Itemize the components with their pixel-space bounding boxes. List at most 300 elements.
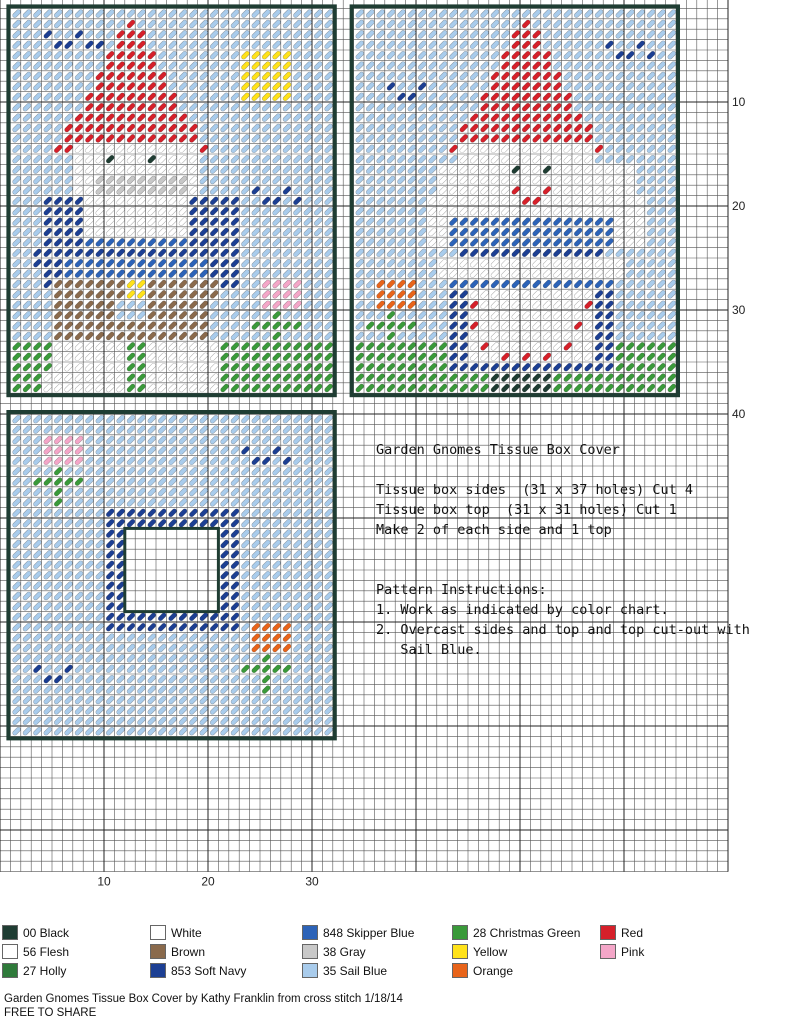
stitch xyxy=(251,123,261,133)
stitch xyxy=(95,321,105,331)
stitch xyxy=(490,175,500,185)
stitch xyxy=(521,238,531,248)
stitch xyxy=(261,342,271,352)
stitch xyxy=(22,186,32,196)
stitch xyxy=(397,82,407,92)
stitch xyxy=(615,362,625,372)
stitch xyxy=(189,290,199,300)
stitch xyxy=(64,154,74,164)
stitch xyxy=(625,206,635,216)
stitch xyxy=(542,238,552,248)
stitch xyxy=(241,591,251,601)
stitch xyxy=(293,279,303,289)
stitch xyxy=(397,373,407,383)
stitch xyxy=(293,331,303,341)
stitch xyxy=(241,373,251,383)
stitch xyxy=(469,50,479,60)
stitch xyxy=(168,154,178,164)
stitch xyxy=(199,269,209,279)
stitch xyxy=(376,175,386,185)
stitch xyxy=(251,9,261,19)
stitch xyxy=(594,30,604,40)
stitch xyxy=(209,206,219,216)
stitch xyxy=(625,196,635,206)
stitch xyxy=(209,71,219,81)
stitch xyxy=(199,362,209,372)
stitch xyxy=(615,269,625,279)
stitch xyxy=(220,466,230,476)
stitch xyxy=(480,362,490,372)
legend-item xyxy=(150,924,202,940)
stitch xyxy=(584,269,594,279)
stitch xyxy=(43,61,53,71)
stitch xyxy=(646,373,656,383)
stitch xyxy=(33,414,43,424)
stitch xyxy=(261,186,271,196)
stitch xyxy=(407,154,417,164)
stitch xyxy=(573,30,583,40)
stitch xyxy=(459,144,469,154)
stitch xyxy=(521,362,531,372)
stitch xyxy=(303,591,313,601)
stitch xyxy=(355,248,365,258)
stitch xyxy=(532,269,542,279)
stitch xyxy=(85,113,95,123)
stitch xyxy=(615,30,625,40)
stitch xyxy=(313,435,323,445)
stitch xyxy=(428,61,438,71)
stitch xyxy=(272,30,282,40)
right-tick-label: 20 xyxy=(732,199,746,213)
stitch xyxy=(116,217,126,227)
stitch xyxy=(282,612,292,622)
stitch xyxy=(667,40,677,50)
stitch xyxy=(355,61,365,71)
stitch xyxy=(85,82,95,92)
stitch xyxy=(64,414,74,424)
stitch xyxy=(230,550,240,560)
stitch xyxy=(272,591,282,601)
stitch xyxy=(272,695,282,705)
stitch xyxy=(199,706,209,716)
stitch xyxy=(459,321,469,331)
stitch xyxy=(12,643,22,653)
stitch xyxy=(386,258,396,268)
stitch xyxy=(428,248,438,258)
stitch xyxy=(199,92,209,102)
stitch xyxy=(230,581,240,591)
stitch xyxy=(553,238,563,248)
stitch xyxy=(480,82,490,92)
stitch xyxy=(646,227,656,237)
stitch xyxy=(553,331,563,341)
stitch xyxy=(199,165,209,175)
stitch xyxy=(303,217,313,227)
stitch xyxy=(625,331,635,341)
stitch xyxy=(521,196,531,206)
stitch xyxy=(116,19,126,29)
stitch xyxy=(542,373,552,383)
stitch xyxy=(605,238,615,248)
stitch xyxy=(74,550,84,560)
stitch xyxy=(220,102,230,112)
stitch xyxy=(428,331,438,341)
stitch xyxy=(428,383,438,393)
stitch xyxy=(147,92,157,102)
stitch xyxy=(74,446,84,456)
stitch xyxy=(324,435,334,445)
stitch xyxy=(241,456,251,466)
stitch xyxy=(64,362,74,372)
stitch xyxy=(449,321,459,331)
stitch xyxy=(313,643,323,653)
legend-label: 00 Black xyxy=(23,925,70,940)
legend-label: 35 Sail Blue xyxy=(323,963,388,978)
stitch xyxy=(646,71,656,81)
stitch xyxy=(553,123,563,133)
stitch xyxy=(53,71,63,81)
stitch xyxy=(137,196,147,206)
stitch xyxy=(625,269,635,279)
stitch xyxy=(33,92,43,102)
stitch xyxy=(657,383,667,393)
stitch xyxy=(105,383,115,393)
stitch xyxy=(126,61,136,71)
stitch xyxy=(157,40,167,50)
stitch xyxy=(615,227,625,237)
stitch xyxy=(553,248,563,258)
stitch xyxy=(605,362,615,372)
stitch xyxy=(261,175,271,185)
stitch xyxy=(459,92,469,102)
stitch xyxy=(126,50,136,60)
stitch xyxy=(230,40,240,50)
stitch xyxy=(407,165,417,175)
stitch xyxy=(22,165,32,175)
stitch xyxy=(22,217,32,227)
stitch xyxy=(386,19,396,29)
stitch xyxy=(646,196,656,206)
stitch xyxy=(615,102,625,112)
stitch xyxy=(272,446,282,456)
footer xyxy=(4,992,403,1020)
stitch xyxy=(293,602,303,612)
stitch xyxy=(251,175,261,185)
stitch xyxy=(407,113,417,123)
stitch xyxy=(33,612,43,622)
stitch xyxy=(230,123,240,133)
stitch xyxy=(241,82,251,92)
stitch xyxy=(251,487,261,497)
stitch xyxy=(105,425,115,435)
stitch xyxy=(95,92,105,102)
stitch xyxy=(282,664,292,674)
stitch xyxy=(313,674,323,684)
stitch xyxy=(157,300,167,310)
stitch xyxy=(178,446,188,456)
stitch xyxy=(542,217,552,227)
stitch xyxy=(313,456,323,466)
stitch xyxy=(33,685,43,695)
stitch xyxy=(168,508,178,518)
stitch xyxy=(386,123,396,133)
stitch xyxy=(85,40,95,50)
stitch xyxy=(251,695,261,705)
stitch xyxy=(303,466,313,476)
stitch xyxy=(241,144,251,154)
stitch xyxy=(511,300,521,310)
stitch xyxy=(355,175,365,185)
stitch xyxy=(105,342,115,352)
stitch xyxy=(532,206,542,216)
stitch xyxy=(667,123,677,133)
stitch xyxy=(293,643,303,653)
stitch xyxy=(469,342,479,352)
stitch xyxy=(490,113,500,123)
stitch xyxy=(282,258,292,268)
stitch xyxy=(126,695,136,705)
stitch xyxy=(74,113,84,123)
stitch xyxy=(178,466,188,476)
stitch xyxy=(573,248,583,258)
stitch xyxy=(553,30,563,40)
stitch xyxy=(22,674,32,684)
stitch xyxy=(646,352,656,362)
stitch xyxy=(178,425,188,435)
stitch xyxy=(282,518,292,528)
stitch xyxy=(230,373,240,383)
stitch xyxy=(137,290,147,300)
stitch xyxy=(594,196,604,206)
stitch xyxy=(667,227,677,237)
stitch xyxy=(105,217,115,227)
stitch xyxy=(105,321,115,331)
stitch xyxy=(116,435,126,445)
stitch xyxy=(417,154,427,164)
stitch xyxy=(282,331,292,341)
stitch xyxy=(407,321,417,331)
stitch xyxy=(12,61,22,71)
stitch xyxy=(563,30,573,40)
stitch xyxy=(251,279,261,289)
stitch xyxy=(397,134,407,144)
stitch xyxy=(53,602,63,612)
stitch xyxy=(272,352,282,362)
legend-swatch xyxy=(2,963,18,978)
stitch xyxy=(261,9,271,19)
stitch xyxy=(438,206,448,216)
stitch xyxy=(293,9,303,19)
stitch xyxy=(365,9,375,19)
stitch xyxy=(157,362,167,372)
stitch xyxy=(324,643,334,653)
stitch xyxy=(33,581,43,591)
stitch xyxy=(178,622,188,632)
stitch xyxy=(116,373,126,383)
stitch xyxy=(667,30,677,40)
stitch xyxy=(573,290,583,300)
stitch xyxy=(324,217,334,227)
stitch xyxy=(189,425,199,435)
stitch xyxy=(105,716,115,726)
stitch xyxy=(64,466,74,476)
stitch xyxy=(365,383,375,393)
stitch xyxy=(33,321,43,331)
stitch xyxy=(594,92,604,102)
stitch xyxy=(417,196,427,206)
stitch xyxy=(313,550,323,560)
stitch xyxy=(511,186,521,196)
stitch xyxy=(137,300,147,310)
stitch xyxy=(33,383,43,393)
stitch xyxy=(293,113,303,123)
stitch xyxy=(417,373,427,383)
stitch xyxy=(105,50,115,60)
stitch xyxy=(95,331,105,341)
stitch xyxy=(303,654,313,664)
stitch xyxy=(282,654,292,664)
stitch xyxy=(95,9,105,19)
stitch xyxy=(376,248,386,258)
stitch xyxy=(636,144,646,154)
stitch xyxy=(324,258,334,268)
stitch xyxy=(147,102,157,112)
stitch xyxy=(293,269,303,279)
stitch xyxy=(605,373,615,383)
stitch xyxy=(542,186,552,196)
stitch xyxy=(303,71,313,81)
stitch xyxy=(636,82,646,92)
stitch xyxy=(324,622,334,632)
stitch xyxy=(95,290,105,300)
stitch xyxy=(241,425,251,435)
stitch xyxy=(22,123,32,133)
stitch xyxy=(53,726,63,736)
stitch xyxy=(33,300,43,310)
stitch xyxy=(293,529,303,539)
stitch xyxy=(85,352,95,362)
stitch xyxy=(605,269,615,279)
stitch xyxy=(241,633,251,643)
stitch xyxy=(241,560,251,570)
stitch xyxy=(355,258,365,268)
stitch xyxy=(293,570,303,580)
stitch xyxy=(542,9,552,19)
stitch xyxy=(220,61,230,71)
stitch xyxy=(553,144,563,154)
stitch xyxy=(625,238,635,248)
stitch xyxy=(157,238,167,248)
stitch xyxy=(438,165,448,175)
stitch xyxy=(407,258,417,268)
stitch xyxy=(293,674,303,684)
stitch xyxy=(199,71,209,81)
stitch xyxy=(126,269,136,279)
stitch xyxy=(126,206,136,216)
stitch xyxy=(22,258,32,268)
stitch xyxy=(272,144,282,154)
stitch xyxy=(105,664,115,674)
stitch xyxy=(137,92,147,102)
stitch xyxy=(178,706,188,716)
stitch xyxy=(605,9,615,19)
stitch xyxy=(147,342,157,352)
stitch xyxy=(95,50,105,60)
stitch xyxy=(428,50,438,60)
stitch xyxy=(667,300,677,310)
stitch xyxy=(282,61,292,71)
legend-item xyxy=(600,924,643,940)
stitch xyxy=(178,352,188,362)
stitch xyxy=(272,206,282,216)
stitch xyxy=(542,310,552,320)
stitch xyxy=(209,487,219,497)
stitch xyxy=(282,175,292,185)
stitch xyxy=(313,477,323,487)
stitch xyxy=(553,102,563,112)
stitch xyxy=(168,113,178,123)
stitch xyxy=(251,362,261,372)
stitch xyxy=(74,102,84,112)
stitch xyxy=(646,123,656,133)
stitch xyxy=(417,123,427,133)
stitch xyxy=(459,40,469,50)
stitch xyxy=(293,71,303,81)
stitch xyxy=(428,269,438,279)
stitch xyxy=(636,362,646,372)
stitch xyxy=(480,227,490,237)
stitch xyxy=(303,175,313,185)
stitch xyxy=(12,498,22,508)
stitch xyxy=(105,248,115,258)
stitch xyxy=(657,331,667,341)
stitch xyxy=(293,581,303,591)
stitch xyxy=(594,61,604,71)
stitch xyxy=(563,248,573,258)
stitch xyxy=(64,196,74,206)
stitch xyxy=(105,123,115,133)
stitch xyxy=(209,50,219,60)
stitch xyxy=(137,643,147,653)
stitch xyxy=(116,300,126,310)
stitch xyxy=(532,102,542,112)
stitch xyxy=(272,508,282,518)
stitch xyxy=(376,196,386,206)
stitch xyxy=(53,508,63,518)
stitch xyxy=(480,102,490,112)
stitch xyxy=(313,321,323,331)
stitch xyxy=(428,206,438,216)
stitch xyxy=(209,674,219,684)
stitch xyxy=(230,9,240,19)
stitch xyxy=(251,269,261,279)
stitch xyxy=(137,487,147,497)
stitch xyxy=(22,310,32,320)
stitch xyxy=(241,622,251,632)
stitch xyxy=(480,196,490,206)
stitch xyxy=(53,248,63,258)
stitch xyxy=(563,40,573,50)
stitch xyxy=(64,383,74,393)
stitch xyxy=(43,362,53,372)
stitch xyxy=(22,40,32,50)
stitch xyxy=(189,321,199,331)
stitch xyxy=(64,19,74,29)
stitch xyxy=(511,362,521,372)
stitch xyxy=(178,113,188,123)
stitch xyxy=(646,186,656,196)
stitch xyxy=(95,414,105,424)
